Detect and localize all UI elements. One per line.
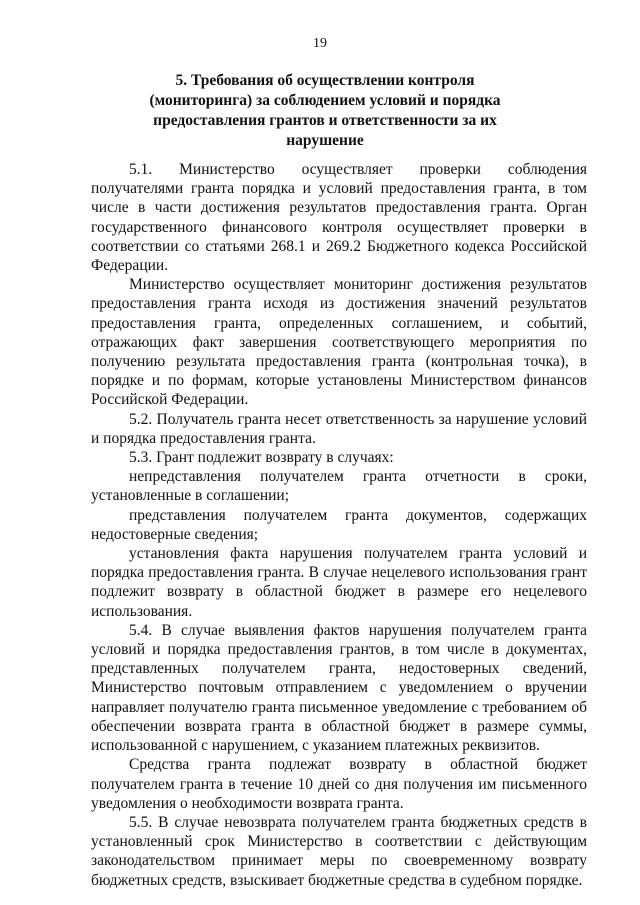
- paragraph-5-4: 5.4. В случае выявления фактов нарушения получателем гранта условий и порядка предоставления грантов, в том числе в документах, представленных получателем гранта, недостоверных сведений, Министерство почтовым отправлением с уведомлением о вручении направляет получателю гранта письменное уведомление с требованием об обеспечении возврата гранта в областной бюджет в размере суммы, использованной с нарушением, с указанием платежных реквизитов.: [91, 621, 587, 755]
- heading-line: (мониторинга) за соблюдением условий и порядка: [149, 92, 501, 109]
- section-heading: [130, 71, 520, 151]
- heading-line: нарушение: [286, 132, 364, 149]
- paragraph-5-1: 5.1. Министерство осуществляет проверки соблюдения получателями гранта порядка и условий предоставления гранта, в том числе в части достижения результатов предоставления гранта. Орган государственного финансового контроля осуществляет проверки в соответствии со статьями 268.1 и 269.2 Бюджетного кодекса Российской Федерации.: [91, 161, 587, 275]
- heading-line: 5. Требования об осуществлении контроля: [175, 72, 475, 89]
- list-item-violation: установления факта нарушения получателем гранта условий и порядка предоставления гранта. В случае нецелевого использования грант подлежит возврату в областной бюджет в размере его нецелевого использования.: [91, 545, 587, 620]
- paragraph-5-3: 5.3. Грант подлежит возврату в случаях:: [129, 449, 394, 467]
- document-body: [91, 160, 587, 890]
- list-item-false-info: представления получателем гранта документов, содержащих недостоверные сведения;: [91, 506, 587, 543]
- page-number: 19: [313, 36, 327, 51]
- paragraph-refund-deadline: Средства гранта подлежат возврату в областной бюджет получателем гранта в течение 10 дней со дня получения им письменного уведомления о необходимости возврата гранта.: [91, 756, 587, 812]
- list-item-reporting: непредставления получателем гранта отчетности в сроки, установленные в соглашении;: [91, 468, 587, 505]
- paragraph-monitoring: Министерство осуществляет мониторинг достижения результатов предоставления гранта исходя из достижения значений результатов предоставления гранта, определенных соглашением, и событий, отражающих факт завершения соответствующего мероприятия по получению результата предоставления гранта (контрольная точка), в порядке и по формам, которые установлены Министерством финансов Российской Федерации.: [91, 276, 587, 409]
- paragraph-5-5: 5.5. В случае невозврата получателем гранта бюджетных средств в установленный срок Министерство в соответствии с действующим законодательством принимает меры по своевременному возврату бюджетных средств, взыскивает бюджетные средства в судебном порядке.: [91, 813, 587, 889]
- heading-line: предоставления грантов и ответственности за их: [153, 112, 497, 129]
- paragraph-5-2: 5.2. Получатель гранта несет ответственность за нарушение условий и порядка предоставления гранта.: [91, 410, 587, 447]
